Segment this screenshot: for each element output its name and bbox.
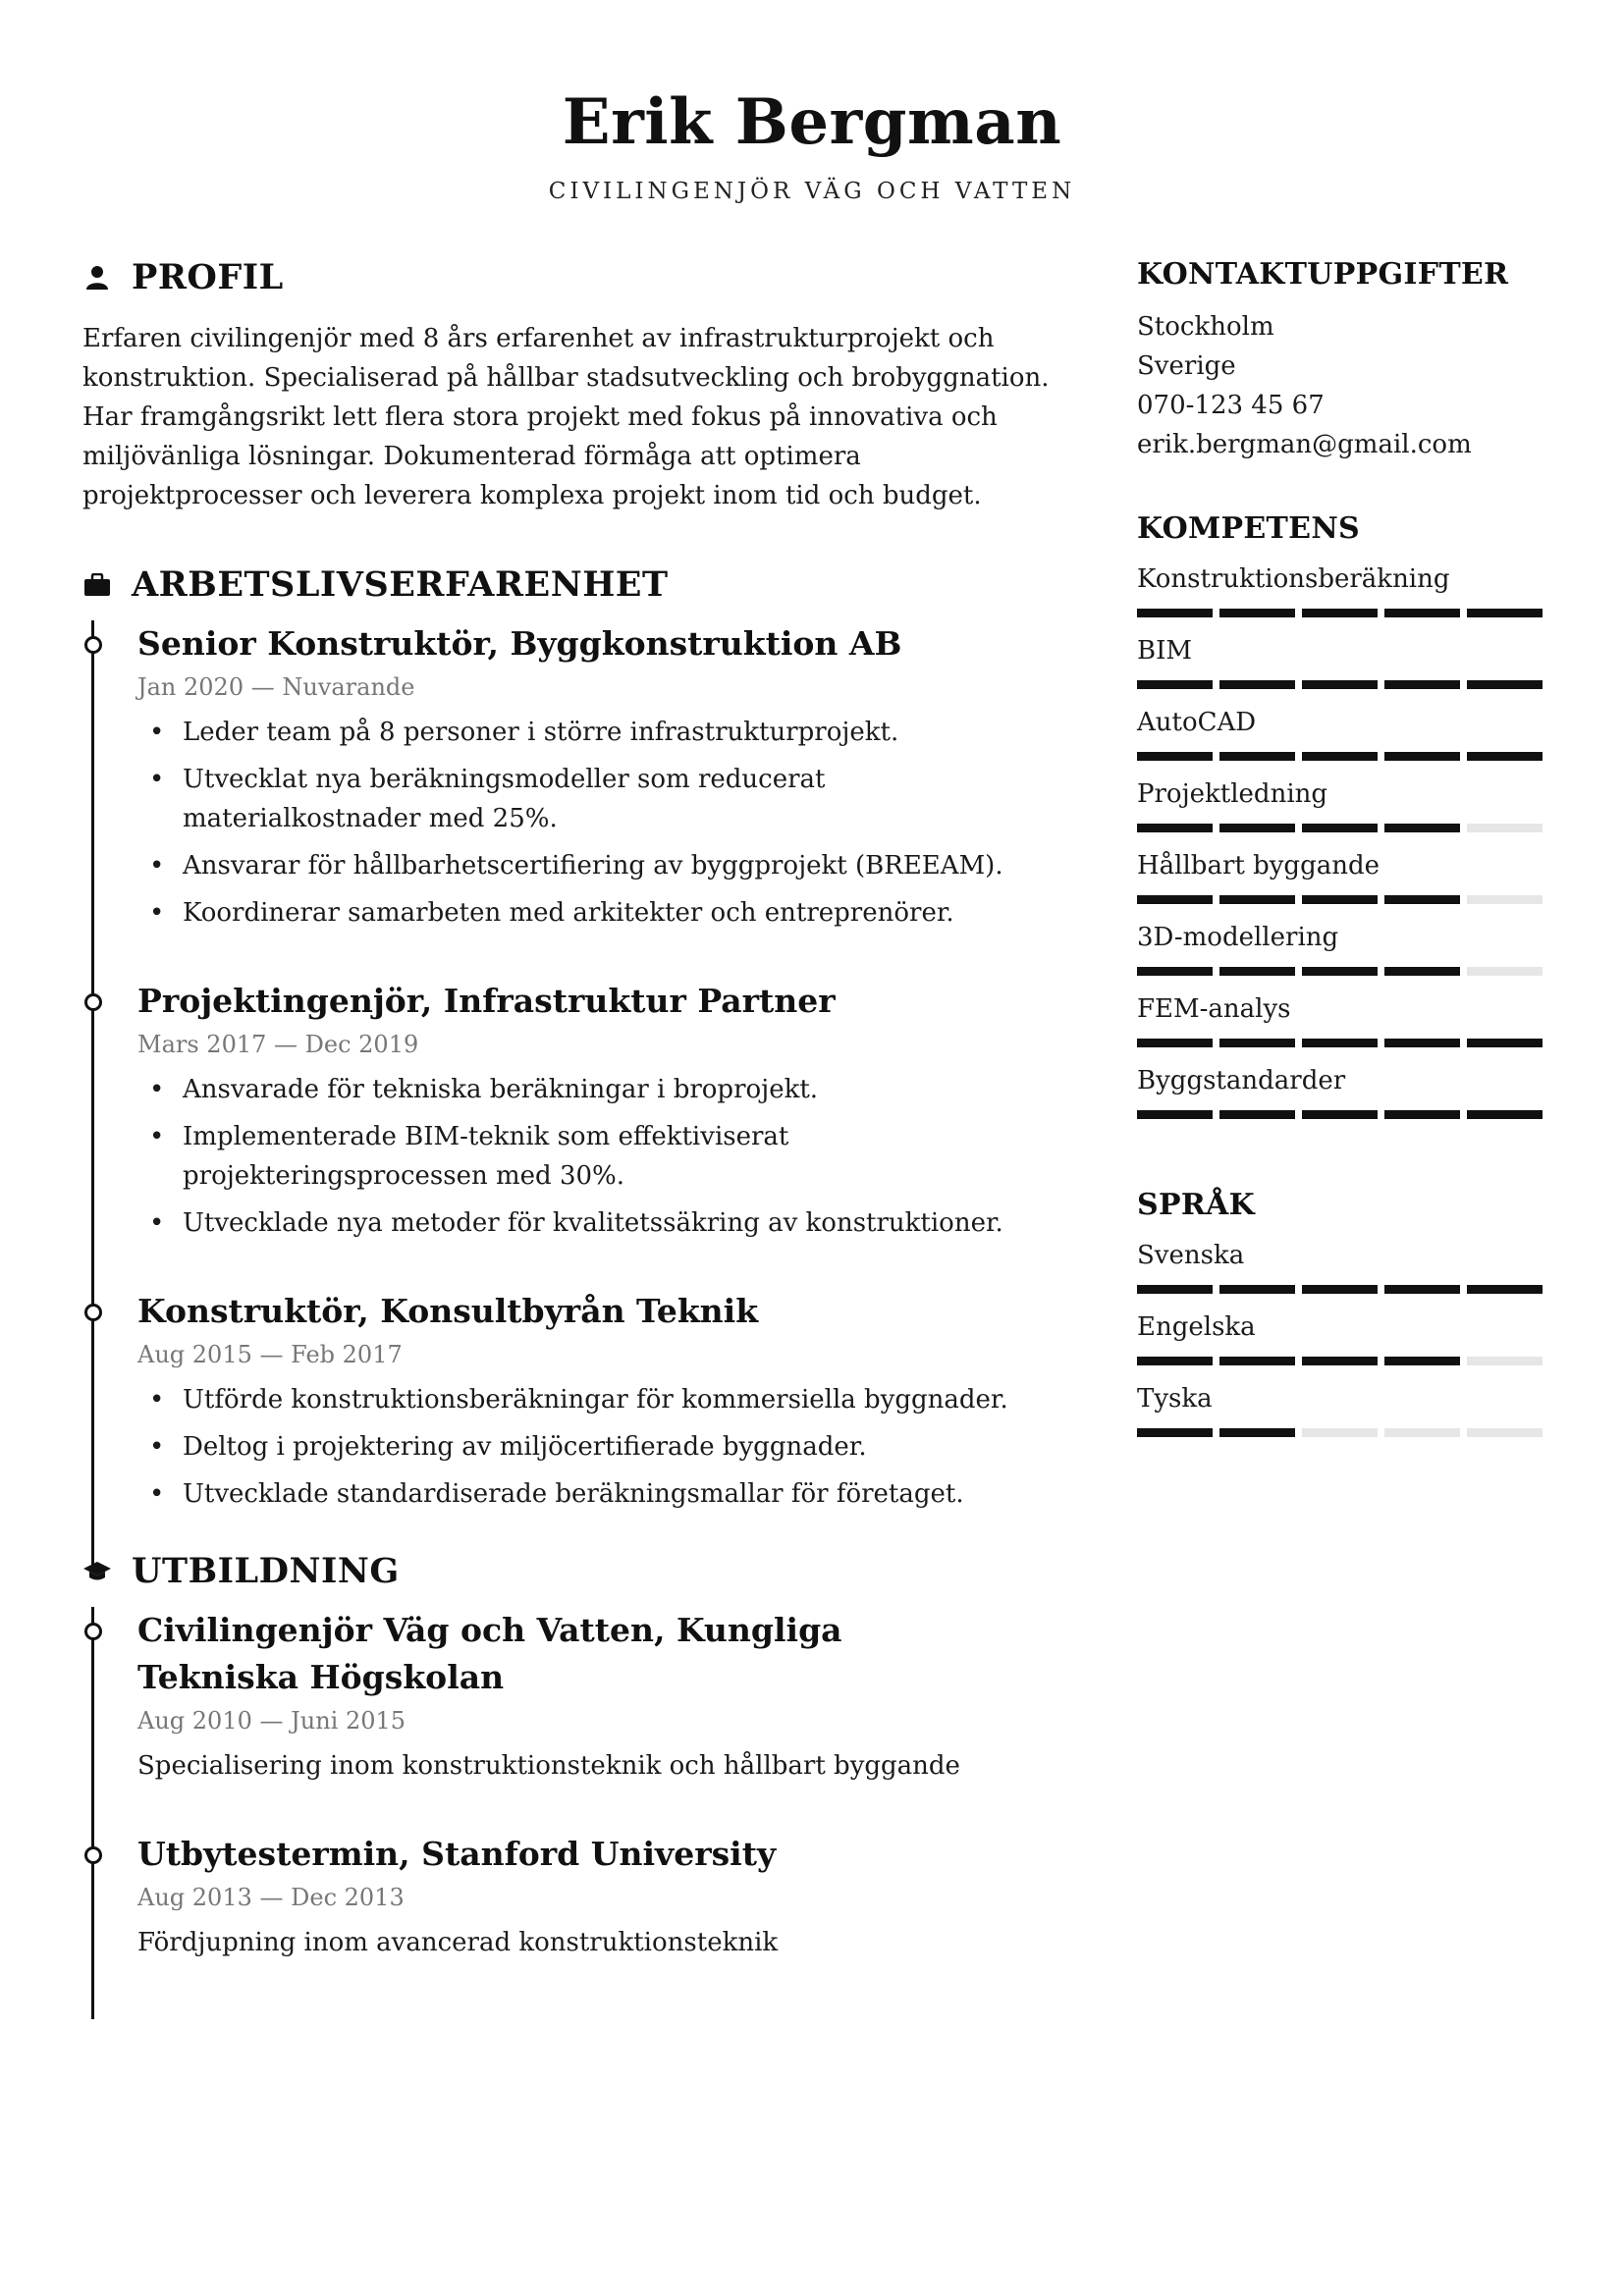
education-description: Fördjupning inom avancerad konstruktionsteknik: [137, 1928, 779, 1957]
level-segment: [1137, 752, 1213, 761]
level-segment: [1137, 967, 1213, 976]
level-segment: [1302, 1285, 1378, 1294]
education-date: Aug 2013 — Dec 2013: [137, 1884, 405, 1911]
skill-bar: [1137, 680, 1549, 689]
skill-bar: [1137, 1110, 1549, 1119]
sidebar-column: [1137, 257, 1549, 1437]
level-segment: [1302, 752, 1378, 761]
education-title: UTBILDNING: [132, 1551, 400, 1591]
level-segment: [1384, 895, 1460, 904]
experience-heading: [82, 564, 1055, 605]
contact-heading: KONTAKTUPPGIFTER: [1137, 257, 1509, 292]
skill-name: AutoCAD: [1137, 708, 1257, 737]
profile-heading: [82, 257, 1055, 297]
skill-item: [1137, 703, 1549, 761]
briefcase-icon: [82, 570, 112, 600]
skill-item: [1137, 918, 1549, 976]
graduation-cap-icon: [82, 1557, 112, 1586]
job-title: CIVILINGENJÖR VÄG OCH VATTEN: [548, 179, 1076, 205]
experience-timeline: [82, 620, 1055, 1514]
skill-item: [1137, 846, 1549, 904]
skill-bar: [1137, 895, 1549, 904]
education-title: Civilingenjör Väg och Vatten, Kungliga Tekniska Högskolan: [137, 1611, 842, 1696]
education-title: Utbytestermin, Stanford University: [137, 1835, 777, 1873]
skill-item: [1137, 989, 1549, 1047]
level-segment: [1302, 1357, 1378, 1365]
job-title: Projektingenjör, Infrastruktur Partner: [137, 982, 836, 1020]
level-segment: [1219, 752, 1295, 761]
level-segment: [1219, 1357, 1295, 1365]
level-segment: [1384, 1285, 1460, 1294]
level-segment: [1137, 1285, 1213, 1294]
bullet-item: • Koordinerar samarbeten med arkitekter och entreprenörer.: [183, 893, 1055, 933]
level-segment: [1467, 1357, 1543, 1365]
language-item: [1137, 1236, 1549, 1294]
level-segment: [1467, 1428, 1543, 1437]
skill-name: FEM-analys: [1137, 994, 1291, 1024]
level-segment: [1467, 1285, 1543, 1294]
language-item: [1137, 1379, 1549, 1437]
language-bar: [1137, 1285, 1549, 1294]
level-segment: [1219, 1285, 1295, 1294]
contact-city: Stockholm: [1137, 312, 1274, 342]
education-timeline: [82, 1607, 1055, 1962]
bullet-item: • Utförde konstruktionsberäkningar för kommersiella byggnader.: [183, 1380, 1055, 1419]
person-icon: [82, 263, 112, 293]
level-segment: [1137, 680, 1213, 689]
skill-item: [1137, 1061, 1549, 1119]
skill-name: Byggstandarder: [1137, 1066, 1346, 1095]
timeline-dot: [84, 1846, 102, 1864]
language-name: Tyska: [1137, 1384, 1213, 1414]
job-title: Konstruktör, Konsultbyrån Teknik: [137, 1292, 759, 1330]
skill-item: [1137, 631, 1549, 689]
timeline-dot: [84, 1623, 102, 1640]
level-segment: [1302, 1428, 1378, 1437]
level-segment: [1384, 824, 1460, 832]
contact-email[interactable]: erik.bergman@gmail.com: [1137, 430, 1472, 459]
skills-heading: KOMPETENS: [1137, 511, 1361, 546]
candidate-name: Erik Bergman: [562, 85, 1062, 159]
languages-list: [1137, 1236, 1549, 1437]
bullet-item: • Leder team på 8 personer i större infrastrukturprojekt.: [183, 713, 1055, 752]
level-segment: [1219, 1428, 1295, 1437]
level-segment: [1467, 609, 1543, 617]
level-segment: [1384, 1110, 1460, 1119]
contact-country: Sverige: [1137, 351, 1236, 381]
bullet-item: • Utvecklade nya metoder för kvalitetssäkring av konstruktioner.: [183, 1203, 1055, 1243]
timeline-dot: [84, 1304, 102, 1321]
level-segment: [1302, 895, 1378, 904]
level-segment: [1467, 680, 1543, 689]
level-segment: [1467, 824, 1543, 832]
skills-list: [1137, 560, 1549, 1119]
profile-summary: Erfaren civilingenjör med 8 års erfarenhet av infrastrukturprojekt och konstruktion. Specialiserad på hållbar stadsutveckling och brobyggnation. Har framgångsrikt lett flera stora projekt med fokus på innovativa och miljövänliga lösningar. Dokumenterad förmåga att optimera projektprocesser och leverera komplexa projekt inom tid och budget.: [82, 324, 1050, 510]
language-bar: [1137, 1357, 1549, 1365]
bullet-item: • Utvecklade standardiserade beräkningsmallar för företaget.: [183, 1474, 1055, 1514]
bullet-item: • Implementerade BIM-teknik som effektiviserat projekteringsprocessen med 30%.: [183, 1117, 1055, 1196]
level-segment: [1302, 824, 1378, 832]
timeline-dot: [84, 636, 102, 654]
language-item: [1137, 1308, 1549, 1365]
level-segment: [1137, 1110, 1213, 1119]
job-bullets: [137, 713, 1055, 933]
level-segment: [1302, 967, 1378, 976]
level-segment: [1219, 680, 1295, 689]
profile-title: PROFIL: [132, 257, 284, 297]
level-segment: [1384, 1039, 1460, 1047]
job-date: Jan 2020 — Nuvarande: [137, 673, 415, 701]
level-segment: [1467, 1110, 1543, 1119]
level-segment: [1219, 895, 1295, 904]
skill-name: Hållbart byggande: [1137, 851, 1380, 881]
skill-bar: [1137, 824, 1549, 832]
level-segment: [1137, 895, 1213, 904]
bullet-item: • Ansvarade för tekniska beräkningar i broprojekt.: [183, 1070, 1055, 1109]
education-date: Aug 2010 — Juni 2015: [137, 1707, 406, 1735]
experience-title: ARBETSLIVSERFARENHET: [132, 564, 669, 605]
level-segment: [1302, 1110, 1378, 1119]
education-heading: [82, 1551, 1055, 1591]
language-bar: [1137, 1428, 1549, 1437]
level-segment: [1467, 967, 1543, 976]
level-segment: [1384, 1428, 1460, 1437]
level-segment: [1302, 609, 1378, 617]
skill-bar: [1137, 967, 1549, 976]
education-description: Specialisering inom konstruktionsteknik och hållbart byggande: [137, 1751, 960, 1781]
job-bullets: [137, 1380, 1055, 1514]
level-segment: [1302, 680, 1378, 689]
level-segment: [1467, 752, 1543, 761]
level-segment: [1219, 609, 1295, 617]
job-date: Mars 2017 — Dec 2019: [137, 1031, 419, 1058]
level-segment: [1219, 967, 1295, 976]
level-segment: [1137, 1039, 1213, 1047]
level-segment: [1384, 609, 1460, 617]
level-segment: [1137, 1357, 1213, 1365]
skill-name: Projektledning: [1137, 779, 1328, 809]
education-entry: [82, 1831, 1055, 1962]
language-name: Engelska: [1137, 1312, 1256, 1342]
skill-item: [1137, 774, 1549, 832]
languages-heading: SPRÅK: [1137, 1188, 1256, 1222]
language-name: Svenska: [1137, 1241, 1245, 1270]
skill-item: [1137, 560, 1549, 617]
level-segment: [1384, 752, 1460, 761]
skill-bar: [1137, 752, 1549, 761]
level-segment: [1137, 609, 1213, 617]
job-entry: [82, 1288, 1055, 1514]
level-segment: [1137, 1428, 1213, 1437]
level-segment: [1302, 1039, 1378, 1047]
job-title: Senior Konstruktör, Byggkonstruktion AB: [137, 624, 902, 663]
timeline-dot: [84, 993, 102, 1011]
skill-name: 3D-modellering: [1137, 923, 1339, 952]
level-segment: [1219, 1110, 1295, 1119]
contact-block: [1137, 307, 1549, 464]
bullet-item: • Ansvarar för hållbarhetscertifiering av byggprojekt (BREEAM).: [183, 846, 1055, 885]
level-segment: [1219, 1039, 1295, 1047]
level-segment: [1384, 967, 1460, 976]
resume-header: [0, 85, 1624, 205]
job-bullets: [137, 1070, 1055, 1243]
skill-name: BIM: [1137, 636, 1192, 666]
skill-name: Konstruktionsberäkning: [1137, 564, 1450, 594]
level-segment: [1384, 1357, 1460, 1365]
main-column: [82, 257, 1055, 1962]
job-entry: [82, 620, 1055, 933]
skill-bar: [1137, 609, 1549, 617]
contact-phone[interactable]: 070-123 45 67: [1137, 391, 1325, 420]
job-date: Aug 2015 — Feb 2017: [137, 1341, 403, 1368]
level-segment: [1137, 824, 1213, 832]
bullet-item: • Deltog i projektering av miljöcertifierade byggnader.: [183, 1427, 1055, 1467]
skill-bar: [1137, 1039, 1549, 1047]
level-segment: [1384, 680, 1460, 689]
job-entry: [82, 978, 1055, 1243]
level-segment: [1467, 1039, 1543, 1047]
level-segment: [1467, 895, 1543, 904]
bullet-item: • Utvecklat nya beräkningsmodeller som reducerat materialkostnader med 25%.: [183, 760, 1055, 838]
level-segment: [1219, 824, 1295, 832]
education-entry: [82, 1607, 1055, 1786]
